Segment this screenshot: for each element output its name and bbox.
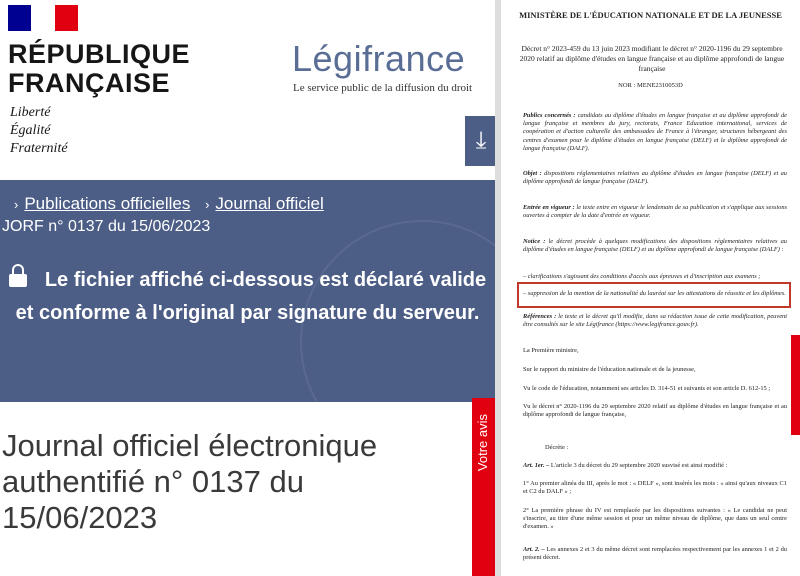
document-paragraph: Vu le décret n° 2020-1196 du 29 septembre 2020 relatif au diplôme d'études en langue française et au diplôme approfondi de langue française, (523, 403, 787, 419)
document-bullet-1: – clarifications s'agissant des conditions d'accès aux épreuves et d'inscription aux examens ; (523, 273, 761, 280)
breadcrumb-publications-officielles[interactable]: Publications officielles (24, 194, 191, 213)
highlight-box (517, 282, 791, 308)
feedback-tab[interactable] (472, 398, 495, 576)
document-references: Références : le texte et le décret qu'il modifie, dans sa rédaction issue de cette modification, peuvent être consultés sur le site Légifrance (https://www.legifrance.gouv.fr). (523, 313, 787, 329)
document-bullet-2: – suppression de la mention de la nationalité du lauréat sur les attestations de réussite et les diplômes. (523, 290, 786, 297)
document-objet: Objet : dispositions réglementaires relatives au diplôme d'études en langue française (DELF) et au diplôme approfondi de langue française (DALF). (523, 170, 787, 186)
breadcrumb (14, 194, 334, 214)
document-paragraph: Sur le rapport du ministre de l'éducation nationale et de la jeunesse, (523, 366, 696, 373)
document-article-1-item-1: 1° Au premier alinéa du III, après le mot : « DELF », sont insérés les mots : « ainsi qu'aux niveaux C1 et C2 du DALF » ; (523, 480, 787, 496)
document-ministry: MINISTÈRE DE L'ÉDUCATION NATIONALE ET DE LA JEUNESSE (519, 10, 782, 20)
validity-notice-text: Le fichier affiché ci-dessous est déclaré valide et conforme à l'original par signature du serveur. (15, 269, 487, 324)
document-publics: Publics concernés : candidats au diplôme d'études en langue française et au diplôme approfondi de langue française et membres du jury, rectorats, France Education international, services de coopération et d'action culturelle des ambassades de France à l'étranger, structures hébergeant des centres d'examen pour le diplôme d'études en langue française (DELF) et le diplôme approfondi de langue française (DALF). (523, 112, 787, 152)
document-paragraph: Vu le code de l'éducation, notamment ses articles D. 314-51 et suivants et son article D. 612-15 ; (523, 385, 771, 392)
document-decrete: Décrète : (545, 444, 569, 451)
page-title: Journal officiel électronique authentifié n° 0137 du 15/06/2023 (2, 428, 378, 535)
lock-icon (9, 274, 27, 287)
motto: Liberté Égalité Fraternité (10, 105, 68, 156)
chevron-right-icon: › (14, 197, 19, 212)
document-feedback-tab-edge[interactable] (791, 335, 800, 435)
download-icon: ⤓ (475, 127, 487, 154)
republique-francaise-title: RÉPUBLIQUE FRANÇAISE (8, 39, 191, 98)
document-nor: NOR : MENE2310053D (618, 82, 683, 89)
document-paragraph: La Première ministre, (523, 347, 579, 354)
legifrance-tagline: Le service public de la diffusion du droit (293, 82, 473, 94)
document-article-2: Art. 2. – Les annexes 2 et 3 du même décret sont remplacées respectivement par les annexes 1 et 2 du présent décret. (523, 546, 787, 562)
legifrance-logo[interactable]: Légifrance (292, 38, 466, 79)
document-article-1-item-2: 2° La première phrase du IV est remplacée par les dispositions suivantes : « Le candidat ne peut s'inscrire, au titre d'une même session et pour un même niveau de diplôme, que dans un seul centre d'examen. » (523, 507, 787, 531)
breadcrumb-journal-officiel[interactable]: Journal officiel (215, 194, 324, 213)
document-article-1: Art. 1er. – L'article 3 du décret du 29 septembre 2020 susvisé est ainsi modifié : (523, 462, 728, 469)
document-decree-title: Décret n° 2023-459 du 13 juin 2023 modifiant le décret n° 2020-1196 du 29 septembre 2020 relatif au diplôme d'études en langue française et au diplôme approfondi de langue française (519, 44, 785, 73)
chevron-right-icon: › (205, 197, 210, 212)
download-button[interactable] (465, 116, 495, 166)
validity-notice (0, 264, 495, 330)
feedback-tab-label: Votre avis (475, 414, 490, 472)
document-entree: Entrée en vigueur : le texte entre en vigueur le lendemain de sa publication et s'applique aux sessions ouvertes à compter de la date d'entrée en vigueur. (523, 204, 787, 220)
verification-banner (0, 180, 495, 402)
marianne-flag-logo (8, 5, 78, 31)
breadcrumb-current: JORF n° 0137 du 15/06/2023 (2, 218, 211, 235)
document-notice: Notice : le décret procède à quelques modifications des dispositions réglementaires relatives au diplôme d'études en langue française (DELF) et au diplôme approfondi de langue française (DALF) : (523, 238, 787, 254)
